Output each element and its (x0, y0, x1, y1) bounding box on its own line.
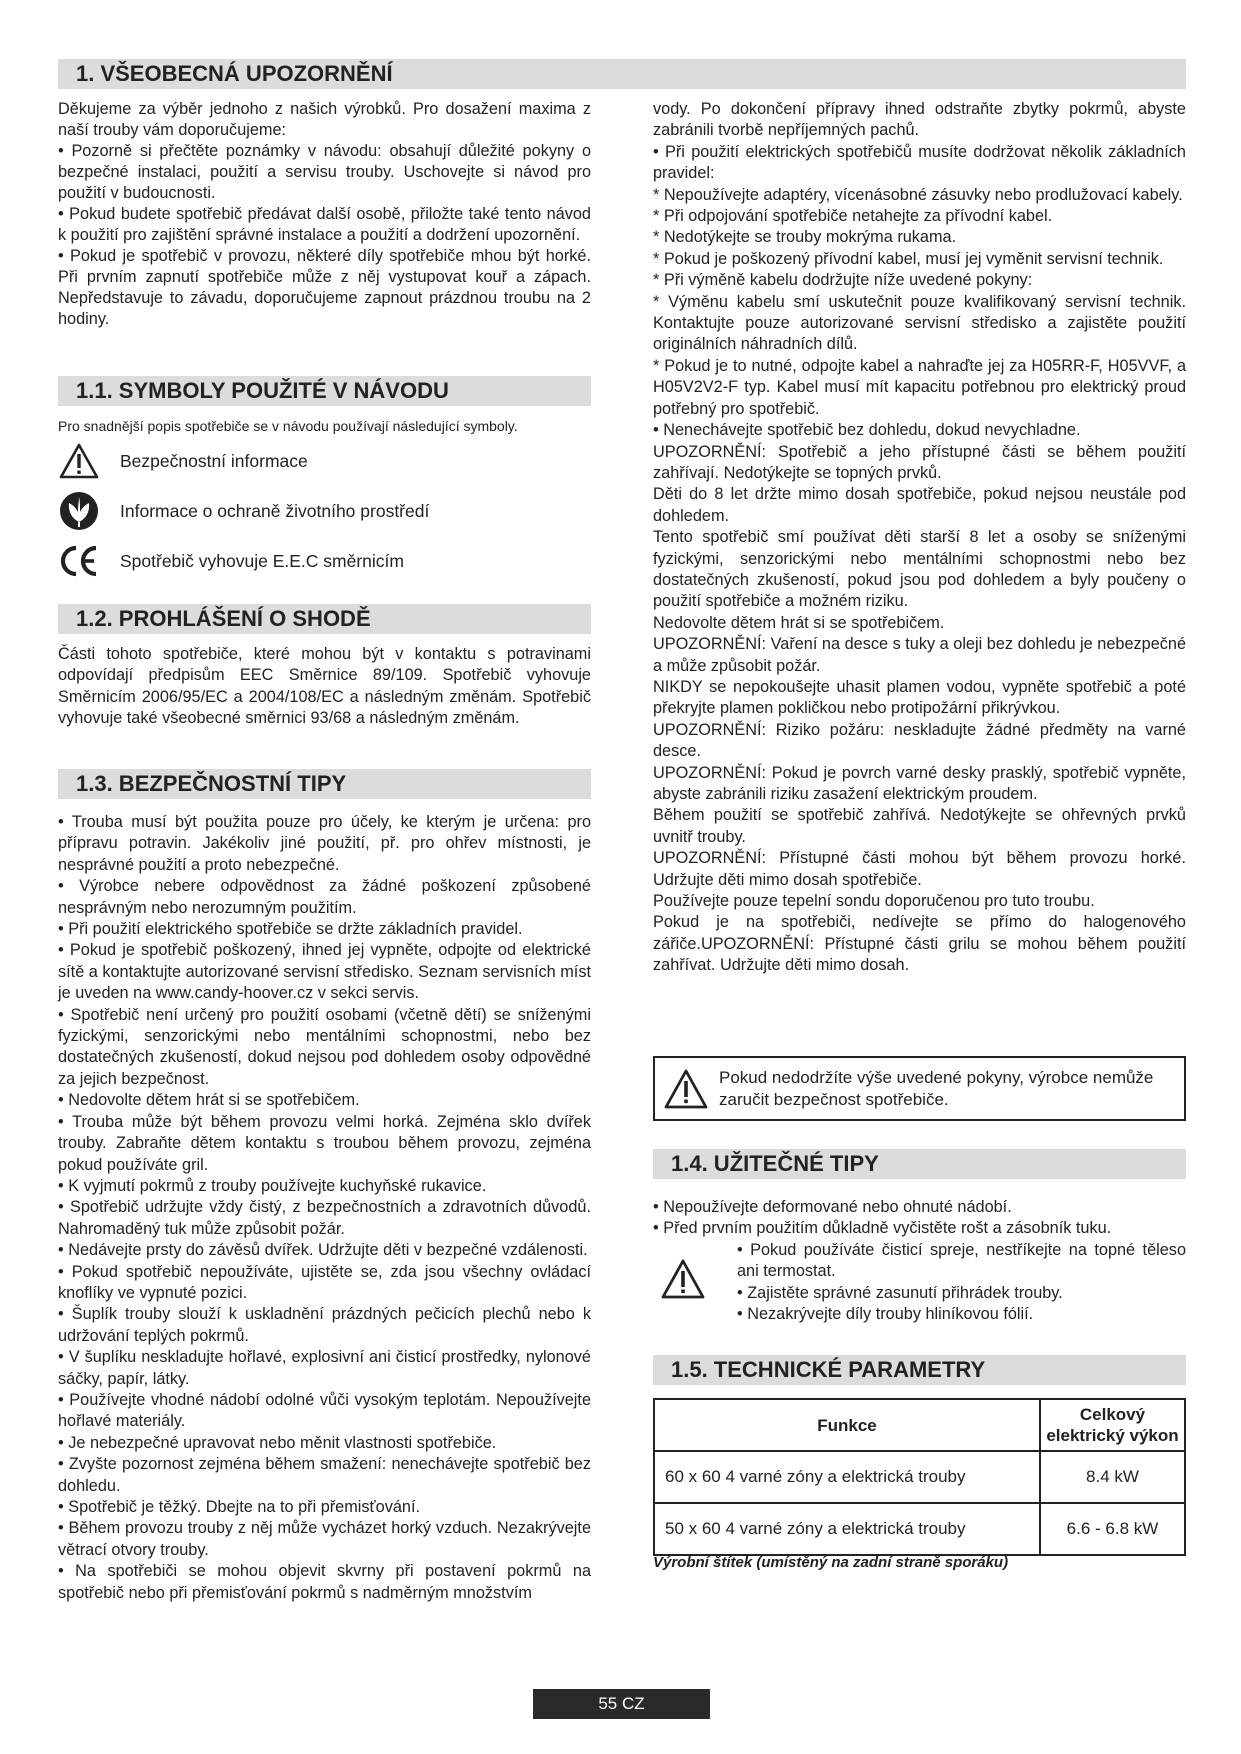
paragraph: Pokud je na spotřebiči, nedívejte se přímo do halogenového zářiče.UPOZORNĚNÍ: Přístupné části grilu se mohou během použití zahřívat. Udržujte děti mimo dosah. (653, 913, 1186, 975)
paragraph: • Trouba musí být použita pouze pro účely, ke kterým je určena: pro přípravu potravin. Jakékoliv jiné použití, př. pro ohřev místnosti, je nesprávné použití a proto nebezpečné. (58, 813, 591, 874)
paragraph: • Šuplík trouby slouží k uskladnění prázdných pečicích plechů nebo k udržování teplých pokrmů. (58, 1305, 591, 1345)
table-cell: 60 x 60 4 varné zóny a elektrická trouby (654, 1451, 1040, 1503)
paragraph: • Zvyšte pozornost zejména během smažení: nenechávejte spotřebič bez dohledu. (58, 1455, 591, 1495)
section-1-4-heading: 1.4. UŽITEČNÉ TIPY (653, 1149, 1186, 1179)
paragraph: • Výrobce nebere odpovědnost za žádné poškození způsobené nesprávným nebo nerozumným použitím. (58, 877, 591, 917)
paragraph: Používejte pouze tepelní sondu doporučenou pro tuto troubu. (653, 892, 1095, 911)
paragraph: NIKDY se nepokoušejte uhasit plamen vodou, vypněte spotřebič a poté překryjte plamen pokličkou nebo protipožární přikrývkou. (653, 677, 1186, 718)
paragraph: • Spotřebič je těžký. Dbejte na to při přemisťování. (58, 1498, 421, 1516)
table-row (654, 1503, 1185, 1555)
column-header: Funkce (654, 1399, 1040, 1451)
paragraph: UPOZORNĚNÍ: Riziko požáru: neskladujte žádné předměty na varné desce. (653, 720, 1186, 761)
paragraph: • Nenechávejte spotřebič bez dohledu, dokud nevychladne. (653, 421, 1081, 440)
symbol-label: Informace o ochraně životního prostředí (120, 500, 430, 521)
paragraph: • V šuplíku neskladujte hořlavé, explosivní ani čisticí prostředky, nylonové sáčky, papír, látky. (58, 1348, 591, 1388)
page-number: 55 CZ (533, 1689, 710, 1719)
column-header: Celkový elektrický výkon (1040, 1399, 1185, 1451)
paragraph: UPOZORNĚNÍ: Vaření na desce s tuky a oleji bez dohledu je nebezpečné a může způsobit požár. (653, 635, 1186, 675)
paragraph: • Před prvním použitím důkladně vyčistěte rošt a zásobník tuku. (653, 1219, 1112, 1238)
warning-triangle-icon (663, 1068, 709, 1110)
paragraph: • Pokud spotřebič nepoužíváte, ujistěte se, zda jsou všechny ovládací knoflíky ve vypnuté pozici. (58, 1262, 591, 1302)
paragraph: • Nepoužívejte deformované nebo ohnuté nádobí. (653, 1198, 1012, 1216)
paragraph: Části tohoto spotřebiče, které mohou být v kontaktu s potravinami odpovídají předpisům EEC Směrnice 89/109. Spotřebič vyhovuje Směrnicím 2006/95/EC a 2004/108/EC a následným změnám. Spotřebič vyhovuje také všeobecné směrnici 93/68 a následným změnám. (58, 645, 591, 728)
warning-triangle-icon (660, 1258, 706, 1305)
paragraph: * Při odpojování spotřebiče netahejte za přívodní kabel. (653, 207, 1053, 226)
paragraph: * Pokud je poškozený přívodní kabel, musí jej vyměnit servisní technik. (653, 249, 1164, 268)
declaration-text (58, 644, 591, 730)
paragraph: • Používejte vhodné nádobí odolné vůči vysokým teplotám. Nepoužívejte hořlavé materiály. (58, 1390, 591, 1431)
symbol-label: Spotřebič vyhovuje E.E.C směrnicím (120, 550, 404, 571)
paragraph: UPOZORNĚNÍ: Spotřebič a jeho přístupné části se během použití zahřívají. Nedotýkejte se topných prvků. (653, 442, 1186, 482)
table-cell: 8.4 kW (1040, 1451, 1185, 1503)
paragraph: • Nedávejte prsty do závěsů dvířek. Udržujte děti v bezpečné vzdálenosti. (58, 1241, 588, 1260)
environment-leaf-icon (58, 490, 100, 532)
symbol-row-environment (58, 490, 429, 532)
useful-tips (653, 1197, 1193, 1240)
table-row (654, 1451, 1185, 1503)
section-1-1-heading: 1.1. SYMBOLY POUŽITÉ V NÁVODU (58, 376, 591, 406)
useful-tips-indented (737, 1240, 1186, 1326)
paragraph: • Na spotřebiči se mohou objevit skvrny při postavení pokrmů na spotřebič nebo při přemisťování pokrmů s nadměrným množstvím (58, 1562, 591, 1602)
safety-tips-left (58, 812, 591, 1604)
paragraph: • Nezakrývejte díly trouby hliníkovou fólií. (737, 1305, 1034, 1324)
paragraph: • Trouba může být během provozu velmi horká. Zejména sklo dvířek trouby. Zabraňte dětem kontaktu s troubou během provozu, zejména pokud používáte gril. (58, 1112, 591, 1174)
paragraph: • Zajistěte správné zasunutí přihrádek trouby. (737, 1283, 1063, 1302)
paragraph: vody. Po dokončení přípravy ihned odstraňte zbytky pokrmů, abyste zabránili tvorbě nepříjemných pachů. (653, 100, 1186, 140)
paragraph: • K vyjmutí pokrmů z trouby používejte kuchyňské rukavice. (58, 1176, 487, 1195)
table-caption: Výrobní štítek (umístěný na zadní straně sporáku) (653, 1554, 1009, 1571)
section-1-heading: 1. VŠEOBECNÁ UPOZORNĚNÍ (58, 59, 1186, 89)
paragraph: Děti do 8 let držte mimo dosah spotřebiče, pokud nejsou neustále pod dohledem. (653, 485, 1186, 525)
paragraph: * Nedotýkejte se trouby mokrýma rukama. (653, 228, 957, 247)
paragraph: • Je nebezpečné upravovat nebo měnit vlastnosti spotřebiče. (58, 1433, 497, 1452)
section-1-text (58, 99, 591, 330)
paragraph: • Nedovolte dětem hrát si se spotřebičem. (58, 1091, 360, 1110)
paragraph: Během použití se spotřebič zahřívá. Nedotýkejte se ohřevných prvků uvnitř trouby. (653, 806, 1186, 846)
paragraph: • Pokud budete spotřebič předávat další osobě, přiložte také tento návod k použití pro zajištění správné instalace a použití a dodržení upozornění. (58, 205, 591, 244)
symbol-row-safety (58, 440, 308, 482)
paragraph: UPOZORNĚNÍ: Přístupné části mohou být během provozu horké. Udržujte děti mimo dosah spotřebiče. (653, 849, 1186, 889)
warning-triangle-icon (58, 440, 100, 482)
paragraph: • Spotřebič není určený pro použití osobami (včetně dětí) se sníženými fyzickými, senzorickými nebo mentálními schopnostmi, nebo bez dostatečných zkušeností, dokud nejsou pod dohledem osoby odpovědné za jejich bezpečnost. (58, 1005, 591, 1088)
section-1-2-heading: 1.2. PROHLÁŠENÍ O SHODĚ (58, 604, 591, 634)
paragraph: • Pokud používáte čisticí spreje, nestříkejte na topné těleso ani termostat. (737, 1241, 1186, 1281)
section-1-5-heading: 1.5. TECHNICKÉ PARAMETRY (653, 1355, 1186, 1385)
paragraph: Tento spotřebič smí používat děti starší 8 let a osoby se sníženými fyzickými, senzorickými nebo mentálními schopnostmi nebo bez dostatečných zkušeností, pokud jsou pod dohledem a byly poučeny o použití spotřebiče a možném riziku. (653, 528, 1186, 611)
paragraph: • Spotřebič udržujte vždy čistý, z bezpečnostních a zdravotních důvodů. Nahromaděný tuk může způsobit požár. (58, 1198, 591, 1238)
paragraph: • Pozorně si přečtěte poznámky v návodu: obsahují důležité pokyny o bezpečné instalaci, použití a servisu trouby. Uschovejte si návod pro použití v budoucnosti. (58, 142, 591, 202)
technical-parameters-table (653, 1398, 1186, 1556)
symbol-row-ce (58, 540, 404, 582)
table-header-row (654, 1399, 1185, 1451)
paragraph: UPOZORNĚNÍ: Pokud je povrch varné desky prasklý, spotřebič vypněte, abyste zabránili riziku zasažení elektrickým proudem. (653, 763, 1186, 803)
paragraph: • Pokud je spotřebič v provozu, některé díly spotřebiče mhou být horké. Při prvním zapnutí spotřebiče může z něj vystupovat kouř a zápach. Nepředstavuje to závadu, doporučujeme zapnout prázdnou troubu na 2 hodiny. (58, 247, 591, 328)
safety-tips-right (653, 99, 1186, 977)
paragraph: Nedovolte dětem hrát si se spotřebičem. (653, 613, 945, 632)
warning-box (653, 1056, 1186, 1121)
paragraph: • Pokud je spotřebič poškozený, ihned jej vypněte, odpojte od elektrické sítě a kontaktujte autorizované servisní středisko. Seznam servisních míst je uveden na www.candy-hoover.cz v sekci servis. (58, 941, 591, 1003)
section-1-3-heading: 1.3. BEZPEČNOSTNÍ TIPY (58, 769, 591, 799)
paragraph: * Pokud je to nutné, odpojte kabel a nahraďte jej za H05RR-F, H05VVF, a H05V2V2-F typ. Kabel musí mít kapacitu potřebnou pro elektrický proud potřebný pro spotřebič. (653, 356, 1186, 418)
paragraph: * Výměnu kabelu smí uskutečnit pouze kvalifikovaný servisní technik. Kontaktujte pouze autorizované servisní středisko a zajistěte použití originálních náhradních dílů. (653, 292, 1186, 354)
symbol-label: Bezpečnostní informace (120, 450, 308, 471)
table-cell: 50 x 60 4 varné zóny a elektrická trouby (654, 1503, 1040, 1555)
paragraph: • Během provozu trouby z něj může vycházet horký vzduch. Nezakrývejte větrací otvory trouby. (58, 1519, 591, 1559)
symbols-intro: Pro snadnější popis spotřebiče se v návodu používají následující symboly. (58, 418, 518, 434)
paragraph: • Při použití elektrického spotřebiče se držte základních pravidel. (58, 920, 523, 939)
paragraph: * Při výměně kabelu dodržujte níže uvedené pokyny: (653, 271, 1033, 290)
ce-mark-icon (58, 540, 100, 582)
paragraph: • Při použití elektrických spotřebičů musíte dodržovat několik základních pravidel: (653, 142, 1186, 183)
paragraph: * Nepoužívejte adaptéry, vícenásobné zásuvky nebo prodlužovací kabely. (653, 185, 1183, 204)
warning-text: Pokud nedodržíte výše uvedené pokyny, výrobce nemůže zaručit bezpečnost spotřebiče. (719, 1067, 1154, 1109)
paragraph: Děkujeme za výběr jednoho z našich výrobků. Pro dosažení maxima z naší trouby vám doporučujeme: (58, 100, 591, 139)
table-cell: 6.6 - 6.8 kW (1040, 1503, 1185, 1555)
